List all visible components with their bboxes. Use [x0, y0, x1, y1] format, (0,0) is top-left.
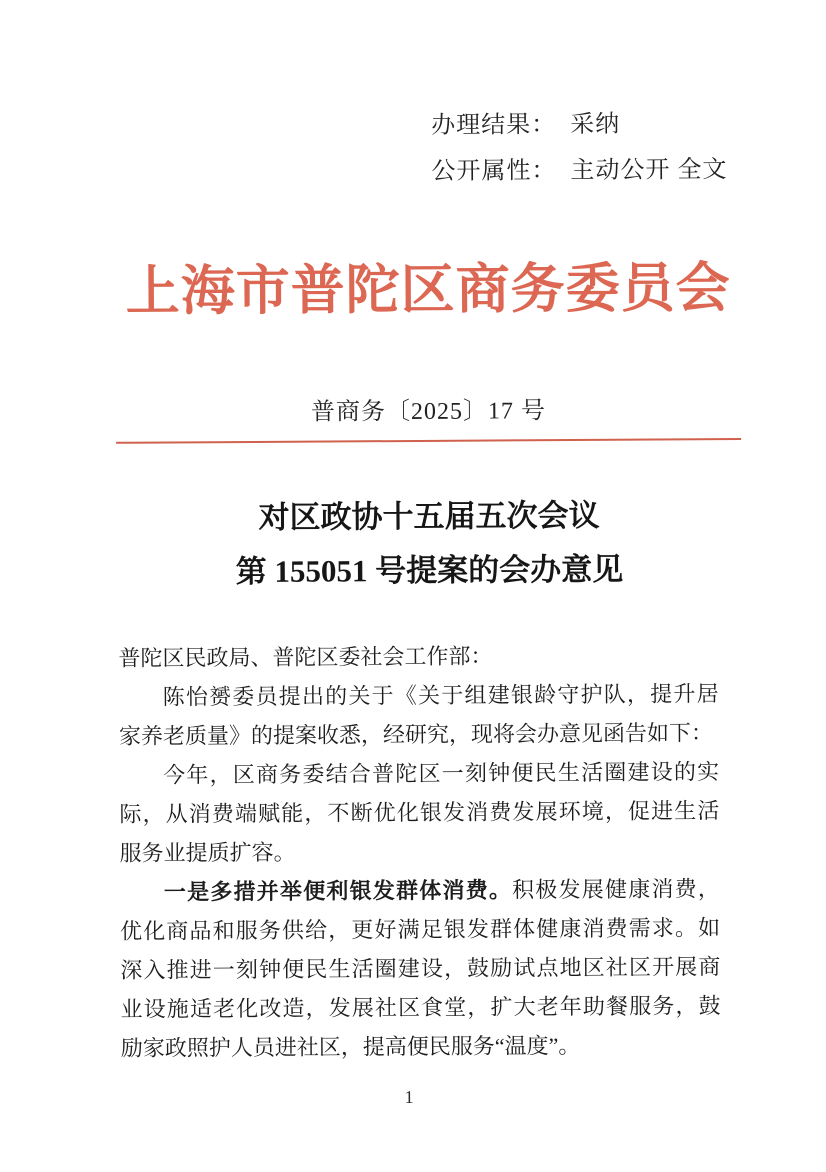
- publicity-attribute-row: [431, 147, 727, 195]
- bold-lead: 一是多措并举便利银发群体消费。: [163, 877, 513, 905]
- page-number: 1: [404, 1087, 414, 1108]
- body-line: [120, 869, 720, 912]
- handling-result-row: [431, 101, 727, 149]
- doc-title: [66, 488, 792, 600]
- body-line-text: 深入推进一刻钟便民生活圈建设，鼓励试点地区社区开展商: [120, 954, 721, 983]
- doc-title-line1: 对区政协十五届五次会议: [258, 497, 600, 535]
- meta-block: [431, 101, 728, 195]
- body-lines: [119, 674, 721, 1068]
- body-line-text: 陈怡赟委员提出的关于《关于组建银龄守护队，提升居: [162, 681, 719, 710]
- body-line: [119, 752, 719, 795]
- body-line-text: 励家政照护人员进社区，提高便民服务“温度”。: [120, 1032, 581, 1061]
- body-line-text: 今年，区商务委结合普陀区一刻钟便民生活圈建设的实: [163, 759, 720, 788]
- publicity-attribute-label: 公开属性：: [431, 158, 557, 185]
- body-text: [118, 635, 721, 1068]
- body-line-text: 积极发展健康消费，: [512, 876, 720, 903]
- handling-result-label: 办理结果：: [431, 112, 557, 139]
- body-line-text: 服务业提质扩容。: [119, 839, 296, 866]
- body-line-text: 优化商品和服务供给，更好满足银发群体健康消费需求。如: [120, 915, 721, 944]
- body-line: [119, 674, 719, 717]
- body-line-text: 际，从消费端赋能，不断优化银发消费发展环境，促进生活: [119, 798, 720, 827]
- body-line: [120, 908, 720, 951]
- red-divider: [116, 438, 741, 444]
- doc-title-line2: 第 155051 号提案的会办意见: [235, 551, 624, 590]
- publicity-attribute-value: 主动公开 全文: [570, 157, 728, 185]
- body-line: [119, 791, 719, 834]
- doc-reference-number: 普商务〔2025〕17 号: [310, 398, 547, 426]
- body-line: [121, 1025, 721, 1068]
- body-line: [120, 986, 720, 1029]
- body-line-text: 家养老质量》的提案收悉，经研究，现将会办意见函告如下：: [118, 720, 714, 749]
- agency-masthead: 上海市普陀区商务委员会: [125, 258, 731, 322]
- salutation-line: 普陀区民政局、普陀区委社会工作部：: [118, 643, 493, 671]
- body-line: [120, 830, 720, 873]
- body-line: [119, 713, 719, 756]
- body-line-text: 业设施适老化改造，发展社区食堂，扩大老年助餐服务，鼓: [120, 993, 721, 1022]
- body-line: [120, 947, 720, 990]
- handling-result-value: 采纳: [570, 111, 621, 139]
